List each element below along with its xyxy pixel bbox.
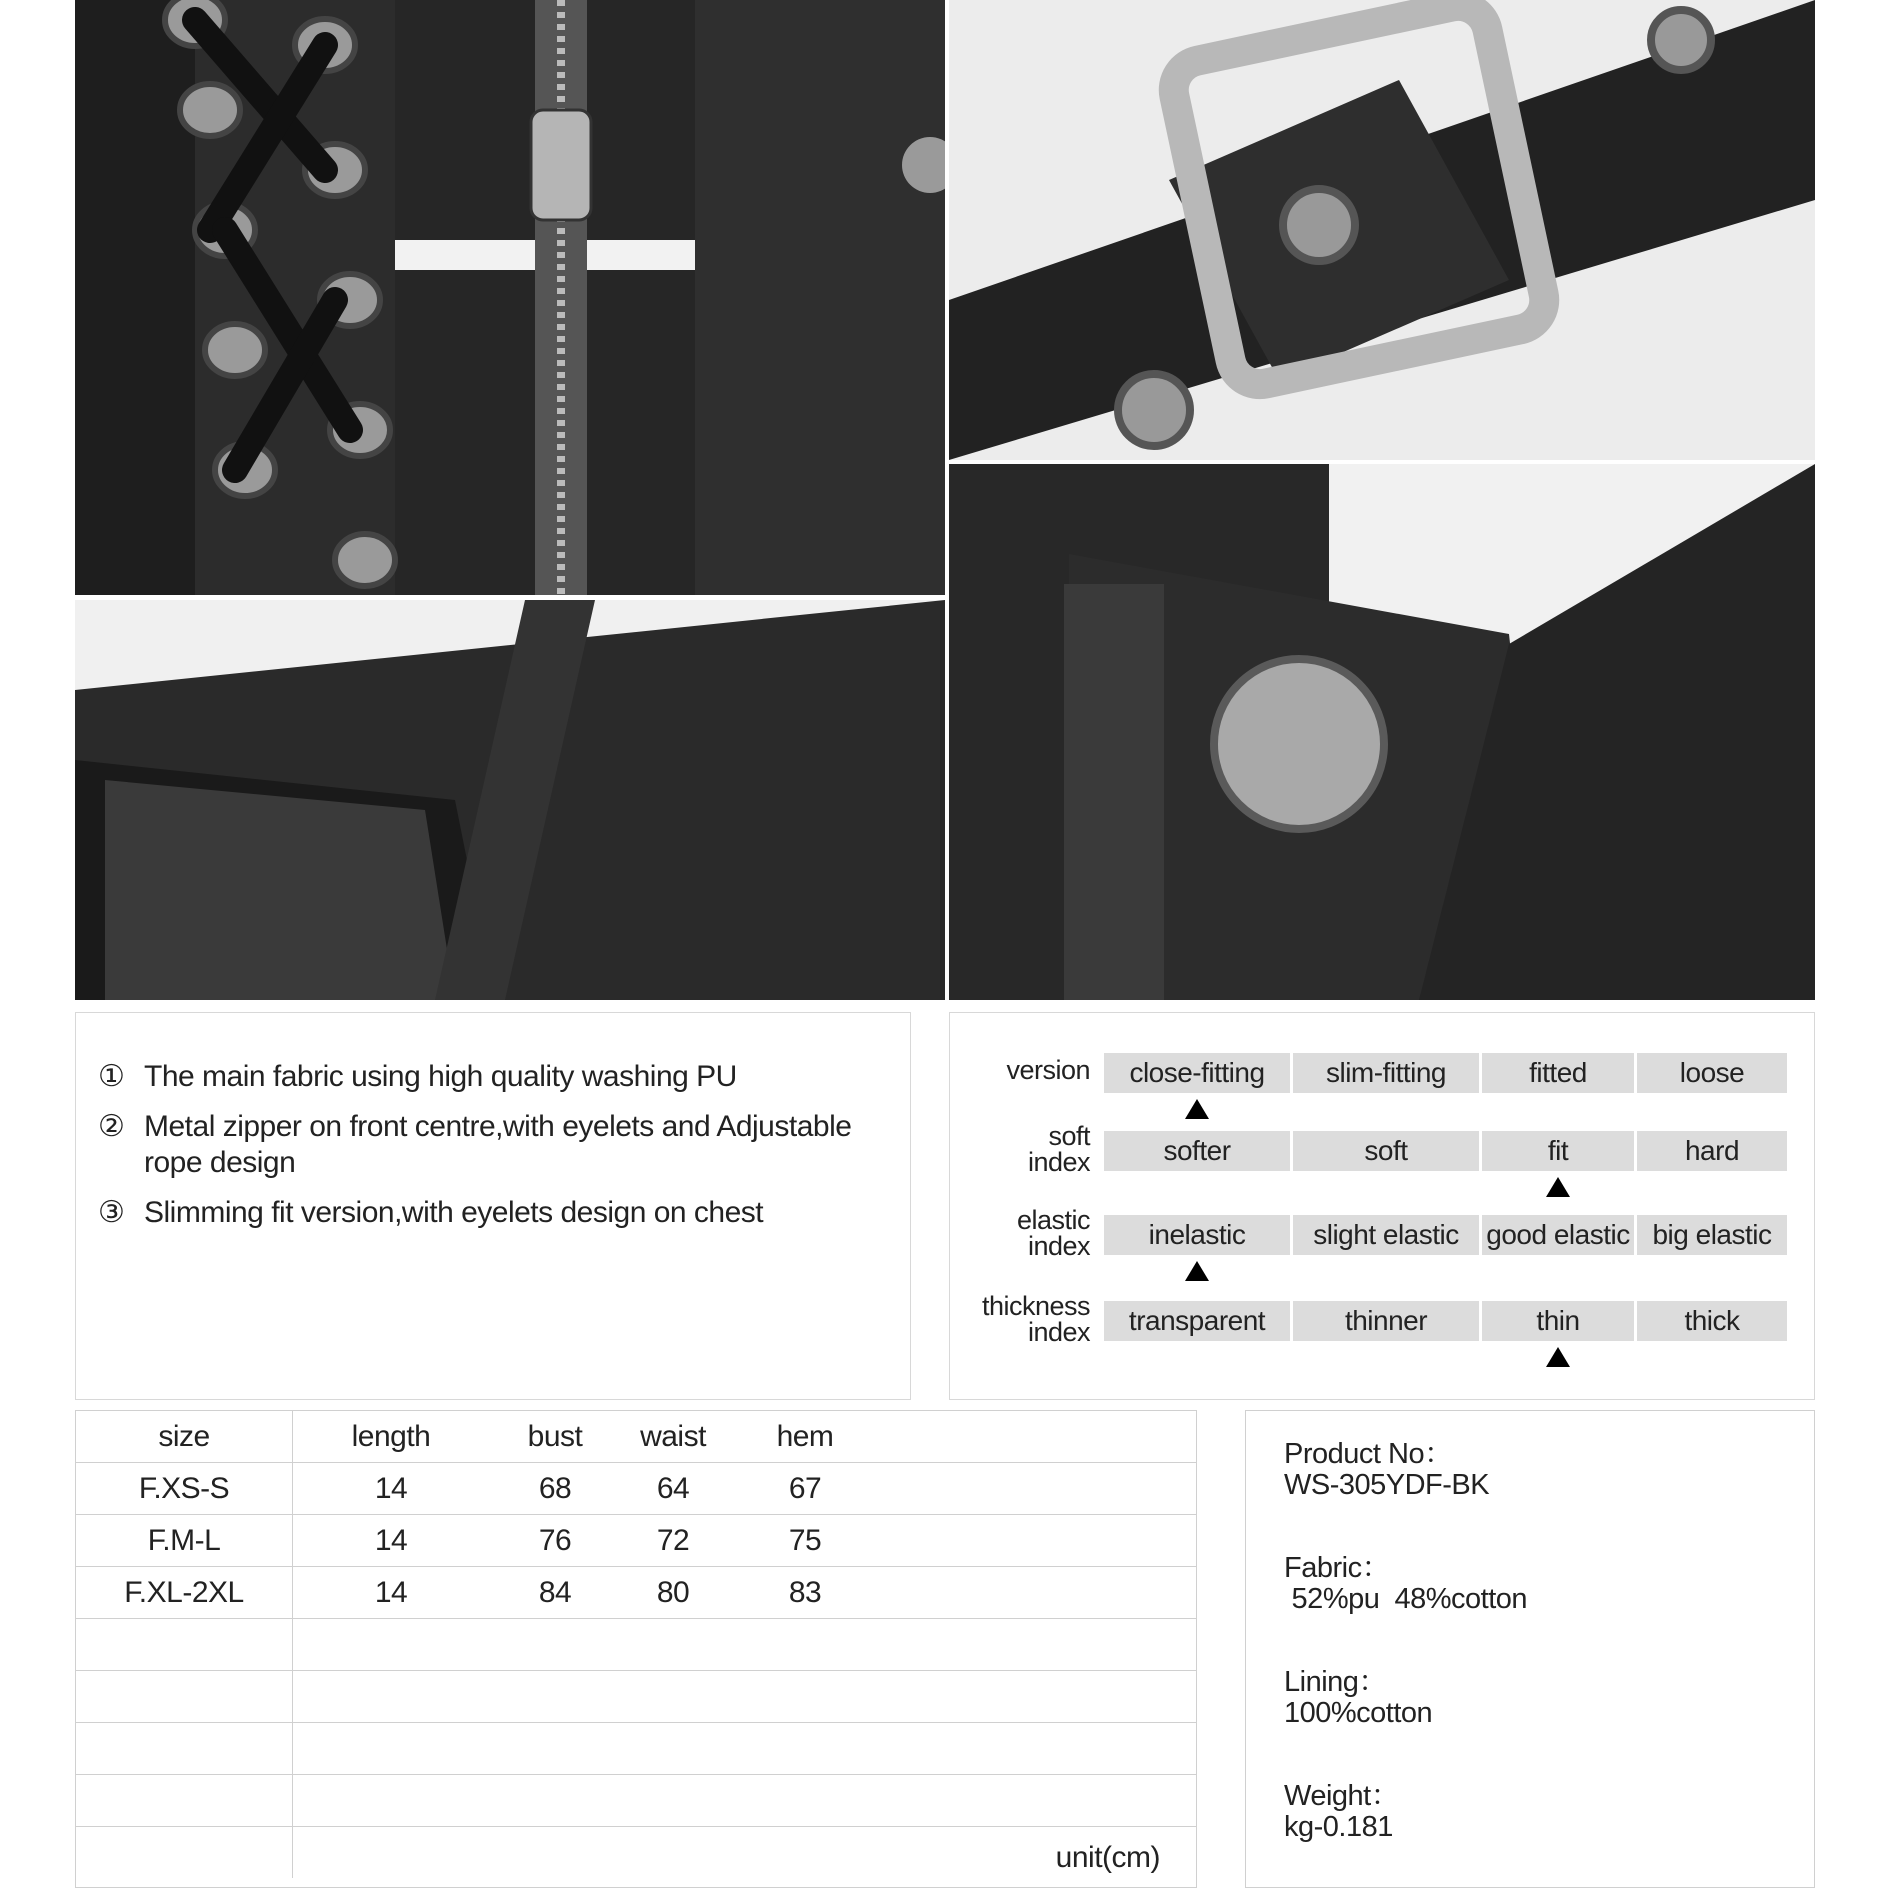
fabric-block: [1284, 1553, 1527, 1615]
selected-marker-icon: [1185, 1261, 1209, 1281]
cell-empty: [293, 1671, 1197, 1723]
feature-text: Slimming fit version,with eyelets design on chest: [144, 1196, 764, 1229]
cell-empty: [76, 1619, 293, 1671]
cell-size: F.XS-S: [76, 1463, 293, 1515]
table-row: [76, 1619, 1196, 1671]
index-options: [1104, 1215, 1790, 1255]
selected-marker-icon: [1546, 1177, 1570, 1197]
index-label: soft index: [1027, 1121, 1090, 1177]
feature-number: ②: [98, 1110, 125, 1143]
table-row: [76, 1567, 1196, 1619]
index-option: transparent: [1104, 1301, 1290, 1341]
index-option: fitted: [1482, 1053, 1634, 1093]
cell-waist: 72: [621, 1515, 725, 1567]
fabric-label: Fabric：: [1284, 1552, 1391, 1584]
cell-bust: 76: [489, 1515, 621, 1567]
weight-value: kg-0.181: [1284, 1811, 1393, 1843]
feature-item: [98, 1059, 888, 1095]
table-row: [76, 1463, 1196, 1515]
table-row: [76, 1671, 1196, 1723]
buckle-photo: [949, 0, 1815, 460]
size-table: [76, 1411, 1196, 1878]
lining-block: [1284, 1667, 1527, 1729]
fabric-value: 52%pu 48%cotton: [1284, 1583, 1528, 1615]
indices-container: [950, 1053, 1814, 1393]
features-panel: [75, 1012, 911, 1400]
feature-item: [98, 1109, 888, 1181]
cell-empty: [885, 1463, 1196, 1515]
index-option: softer: [1104, 1131, 1290, 1171]
feature-number: ③: [98, 1196, 125, 1229]
product-info: [1284, 1439, 1527, 1895]
feature-item: [98, 1195, 888, 1231]
cell-empty: [885, 1567, 1196, 1619]
index-option: slight elastic: [1293, 1215, 1479, 1255]
size-table-panel: [75, 1410, 1197, 1888]
cell-bust: 68: [489, 1463, 621, 1515]
index-option: good elastic: [1482, 1215, 1634, 1255]
header-length: length: [293, 1411, 490, 1463]
index-option: thick: [1637, 1301, 1787, 1341]
lining-value: 100%cotton: [1284, 1697, 1433, 1729]
table-row: [76, 1723, 1196, 1775]
cell-size: F.XL-2XL: [76, 1567, 293, 1619]
index-label: thickness index: [981, 1291, 1090, 1347]
table-row: [76, 1827, 1196, 1879]
cell-hem: 75: [725, 1515, 885, 1567]
cell-empty: [293, 1723, 1197, 1775]
header-hem: hem: [725, 1411, 885, 1463]
cell-empty: [76, 1775, 293, 1827]
index-option: fit: [1482, 1131, 1634, 1171]
index-label: version: [1006, 1055, 1090, 1085]
cell-empty: [76, 1827, 293, 1879]
lining-label: Lining：: [1284, 1666, 1387, 1698]
cell-length: 14: [293, 1515, 490, 1567]
hem-photo: [75, 600, 945, 1000]
header-size: size: [76, 1411, 293, 1463]
index-option: thin: [1482, 1301, 1634, 1341]
product-no-block: [1284, 1439, 1527, 1501]
weight-block: [1284, 1781, 1527, 1843]
cell-hem: 67: [725, 1463, 885, 1515]
lace-zipper-photo: [75, 0, 945, 595]
cell-waist: 80: [621, 1567, 725, 1619]
index-option: close-fitting: [1104, 1053, 1290, 1093]
weight-label: Weight：: [1284, 1780, 1400, 1812]
cell-size: F.M-L: [76, 1515, 293, 1567]
selected-marker-icon: [1546, 1347, 1570, 1367]
feature-text: The main fabric using high quality washing PU: [144, 1060, 737, 1093]
index-option: big elastic: [1637, 1215, 1787, 1255]
fit-indices-panel: [949, 1012, 1815, 1400]
snap-photo: [949, 464, 1815, 1000]
index-option: thinner: [1293, 1301, 1479, 1341]
cell-length: 14: [293, 1463, 490, 1515]
table-row: [76, 1775, 1196, 1827]
index-label: elastic index: [1016, 1205, 1090, 1261]
index-option: slim-fitting: [1293, 1053, 1479, 1093]
index-options: [1104, 1131, 1790, 1171]
header-waist: waist: [621, 1411, 725, 1463]
feature-text: Metal zipper on front centre,with eyelets and Adjustable rope design: [144, 1110, 852, 1179]
cell-empty: [76, 1723, 293, 1775]
header-empty: [885, 1411, 1196, 1463]
index-option: inelastic: [1104, 1215, 1290, 1255]
index-option: loose: [1637, 1053, 1787, 1093]
feature-number: ①: [98, 1060, 125, 1093]
cell-empty: [293, 1619, 1197, 1671]
table-row: [76, 1515, 1196, 1567]
product-no-value: WS-305YDF-BK: [1284, 1469, 1490, 1501]
index-options: [1104, 1053, 1790, 1093]
cell-empty: [885, 1515, 1196, 1567]
index-row: [950, 1291, 1814, 1421]
index-option: hard: [1637, 1131, 1787, 1171]
index-options: [1104, 1301, 1790, 1341]
table-header-row: [76, 1411, 1196, 1463]
cell-hem: 83: [725, 1567, 885, 1619]
unit-label: unit(cm): [1055, 1841, 1160, 1874]
product-info-panel: [1245, 1410, 1815, 1888]
cell-empty: [76, 1671, 293, 1723]
cell-length: 14: [293, 1567, 490, 1619]
header-bust: bust: [489, 1411, 621, 1463]
feature-list: [98, 1059, 888, 1245]
cell-bust: 84: [489, 1567, 621, 1619]
selected-marker-icon: [1185, 1099, 1209, 1119]
cell-waist: 64: [621, 1463, 725, 1515]
product-no-label: Product No：: [1284, 1438, 1453, 1470]
cell-empty: [293, 1775, 1197, 1827]
index-option: soft: [1293, 1131, 1479, 1171]
